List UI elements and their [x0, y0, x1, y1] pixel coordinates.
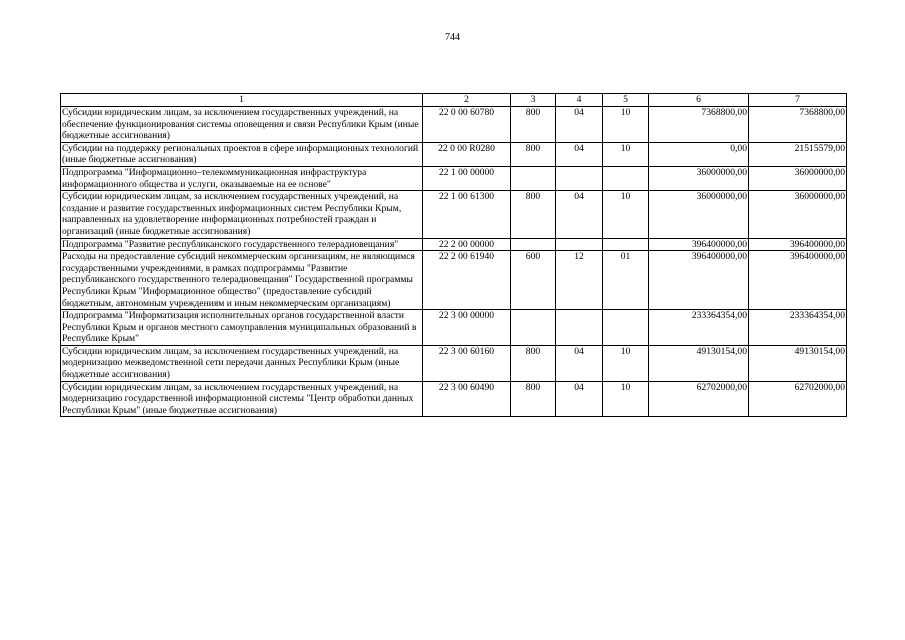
amount-col7-cell: 7368800,00 — [749, 107, 847, 143]
subsection-cell: 10 — [603, 191, 649, 238]
target-code-cell: 22 2 00 61940 — [423, 251, 511, 310]
expense-name-cell: Субсидии юридическим лицам, за исключением государственных учреждений, на модернизацию государственной информационной системы "Центр обработки данных Республики Крым" (иные бюджетные ассигнования) — [61, 381, 423, 417]
section-cell: 04 — [556, 107, 603, 143]
budget-table — [60, 93, 847, 417]
expense-type-cell: 800 — [511, 142, 556, 166]
column-header: 7 — [749, 94, 847, 107]
column-header: 1 — [61, 94, 423, 107]
section-cell — [556, 166, 603, 190]
target-code-cell: 22 2 00 00000 — [423, 238, 511, 251]
amount-col6-cell: 233364354,00 — [649, 310, 749, 346]
amount-col7-cell: 49130154,00 — [749, 345, 847, 381]
table-row — [61, 310, 847, 346]
amount-col7-cell: 21515579,00 — [749, 142, 847, 166]
subsection-cell: 10 — [603, 142, 649, 166]
amount-col6-cell: 49130154,00 — [649, 345, 749, 381]
amount-col7-cell: 396400000,00 — [749, 251, 847, 310]
column-header: 2 — [423, 94, 511, 107]
table-header-row — [61, 94, 847, 107]
column-header: 4 — [556, 94, 603, 107]
expense-type-cell — [511, 166, 556, 190]
target-code-cell: 22 0 00 60780 — [423, 107, 511, 143]
subsection-cell: 10 — [603, 381, 649, 417]
expense-type-cell — [511, 310, 556, 346]
subsection-cell: 10 — [603, 345, 649, 381]
column-header: 5 — [603, 94, 649, 107]
table-row — [61, 238, 847, 251]
amount-col7-cell: 36000000,00 — [749, 166, 847, 190]
target-code-cell: 22 1 00 61300 — [423, 191, 511, 238]
target-code-cell: 22 3 00 60160 — [423, 345, 511, 381]
amount-col6-cell: 36000000,00 — [649, 191, 749, 238]
expense-name-cell: Субсидии юридическим лицам, за исключением государственных учреждений, на обеспечение функционирования системы оповещения и связи Республики Крым (иные бюджетные ассигнования) — [61, 107, 423, 143]
section-cell: 04 — [556, 191, 603, 238]
page-number: 744 — [445, 32, 460, 43]
column-header: 3 — [511, 94, 556, 107]
section-cell: 12 — [556, 251, 603, 310]
column-header: 6 — [649, 94, 749, 107]
section-cell — [556, 238, 603, 251]
table-row — [61, 107, 847, 143]
amount-col7-cell: 36000000,00 — [749, 191, 847, 238]
expense-name-cell: Подпрограмма "Информационно–телекоммуникационная инфраструктура информационного общества и услуги, оказываемые на ее основе" — [61, 166, 423, 190]
expense-type-cell: 600 — [511, 251, 556, 310]
expense-type-cell: 800 — [511, 191, 556, 238]
section-cell: 04 — [556, 142, 603, 166]
table-row — [61, 251, 847, 310]
subsection-cell — [603, 310, 649, 346]
expense-type-cell: 800 — [511, 381, 556, 417]
amount-col7-cell: 62702000,00 — [749, 381, 847, 417]
table-row — [61, 166, 847, 190]
amount-col6-cell: 396400000,00 — [649, 251, 749, 310]
section-cell: 04 — [556, 381, 603, 417]
table-row — [61, 381, 847, 417]
subsection-cell — [603, 166, 649, 190]
subsection-cell — [603, 238, 649, 251]
amount-col7-cell: 396400000,00 — [749, 238, 847, 251]
section-cell: 04 — [556, 345, 603, 381]
table-row — [61, 345, 847, 381]
subsection-cell: 01 — [603, 251, 649, 310]
amount-col6-cell: 0,00 — [649, 142, 749, 166]
amount-col6-cell: 62702000,00 — [649, 381, 749, 417]
target-code-cell: 22 1 00 00000 — [423, 166, 511, 190]
expense-name-cell: Субсидии на поддержку региональных проектов в сфере информационных технологий (иные бюджетные ассигнования) — [61, 142, 423, 166]
expense-name-cell: Подпрограмма "Развитие республиканского государственного телерадиовещания" — [61, 238, 423, 251]
expense-name-cell: Подпрограмма "Информатизация исполнительных органов государственной власти Республики Крым и органов местного самоуправления муниципальных образований в Республике Крым" — [61, 310, 423, 346]
section-cell — [556, 310, 603, 346]
expense-name-cell: Субсидии юридическим лицам, за исключением государственных учреждений, на модернизацию межведомственной сети передачи данных Республики Крым (иные бюджетные ассигнования) — [61, 345, 423, 381]
expense-name-cell: Субсидии юридическим лицам, за исключением государственных учреждений, на создание и развитие государственных информационных систем Республики Крым, направленных на удовлетворение информационных потребностей граждан и организаций (иные бюджетные ассигнования) — [61, 191, 423, 238]
amount-col6-cell: 7368800,00 — [649, 107, 749, 143]
table-row — [61, 191, 847, 238]
expense-type-cell: 800 — [511, 107, 556, 143]
table-row — [61, 142, 847, 166]
amount-col6-cell: 36000000,00 — [649, 166, 749, 190]
expense-name-cell: Расходы на предоставление субсидий некоммерческим организациям, не являющимся государственными учреждениями, в рамках подпрограммы "Развитие республиканского государственного телерадиовещания" Государственной программы Республики Крым "Информационное общество" (предоставление субсидий бюджетным, автономным учреждениям и иным некоммерческим организациям) — [61, 251, 423, 310]
target-code-cell: 22 3 00 00000 — [423, 310, 511, 346]
target-code-cell: 22 0 00 R0280 — [423, 142, 511, 166]
target-code-cell: 22 3 00 60490 — [423, 381, 511, 417]
amount-col6-cell: 396400000,00 — [649, 238, 749, 251]
expense-type-cell: 800 — [511, 345, 556, 381]
subsection-cell: 10 — [603, 107, 649, 143]
expense-type-cell — [511, 238, 556, 251]
amount-col7-cell: 233364354,00 — [749, 310, 847, 346]
